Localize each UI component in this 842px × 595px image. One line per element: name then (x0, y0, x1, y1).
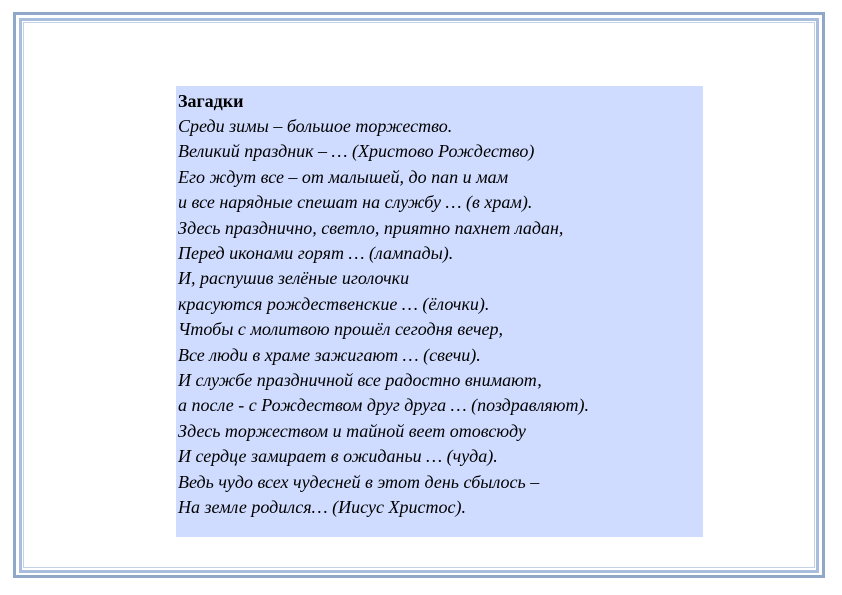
riddle-line: и все нарядные спешат на службу … (в храм). (178, 192, 533, 213)
riddle-line: И службе праздничной все радостно внимают, (178, 370, 542, 391)
riddles-heading: Загадки (178, 91, 244, 111)
riddle-line: Чтобы с молитвою прошёл сегодня вечер, (178, 319, 504, 340)
riddle-line: Здесь празднично, светло, приятно пахнет ладан, (178, 217, 564, 238)
riddle-line: Здесь торжеством и тайной веет отовсюду (178, 420, 526, 441)
riddle-line: Великий праздник – … (Христово Рождество) (178, 141, 535, 162)
riddles-text-box (176, 86, 703, 537)
riddle-line: Ведь чудо всех чудесней в этот день сбылось – (178, 471, 540, 492)
riddle-line: И, распушив зелёные иголочки (178, 268, 410, 289)
riddle-line: Все люди в храме зажигают … (свечи). (178, 344, 481, 365)
riddle-line: И сердце замирает в ожиданьи … (чуда). (178, 446, 498, 467)
riddle-line: красуются рождественские … (ёлочки). (178, 293, 490, 314)
riddle-line: а после - с Рождеством друг друга … (поздравляют). (178, 395, 589, 416)
riddle-line: Его ждут все – от малышей, до пап и мам (178, 166, 509, 187)
riddle-line: Перед иконами горят … (лампады). (178, 243, 454, 264)
riddle-line: На земле родился… (Иисус Христос). (178, 497, 466, 518)
riddle-line: Среди зимы – большое торжество. (178, 116, 453, 136)
